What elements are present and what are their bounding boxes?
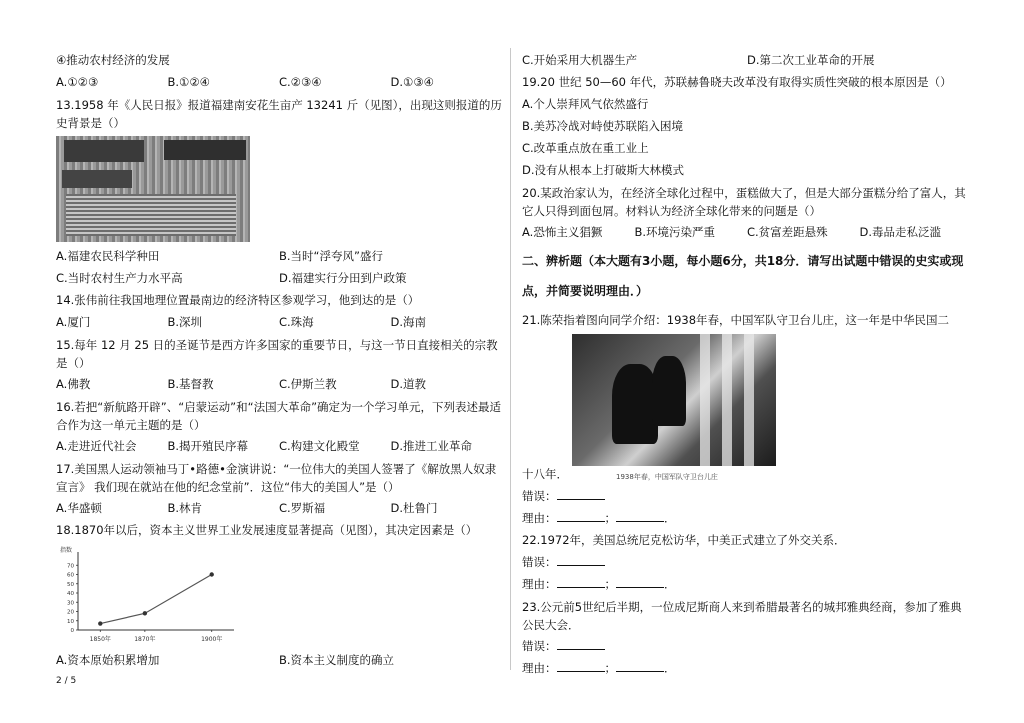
y-axis-label: 指数 bbox=[60, 547, 73, 554]
q12-option-d[interactable]: D.①③④ bbox=[390, 75, 434, 89]
x-tick-label: 1850年 bbox=[89, 636, 111, 643]
q22-stem: 22.1972年，美国总统尼克松访华，中美正式建立了外交关系． bbox=[522, 533, 846, 547]
q22-reason-blank-2[interactable] bbox=[616, 576, 664, 588]
q18-stem: 18.1870年以后，资本主义世界工业发展速度显著提高（见图），其决定因素是（） bbox=[56, 523, 478, 537]
error-label: 错误： bbox=[522, 489, 557, 503]
q18-option-d[interactable]: D.第二次工业革命的开展 bbox=[747, 53, 875, 67]
q20-option-b[interactable]: B.环境污染严重 bbox=[634, 225, 716, 239]
data-point bbox=[98, 621, 102, 625]
q16-options bbox=[56, 438, 502, 454]
page-number: 2 / 5 bbox=[56, 676, 77, 686]
q13-options-2 bbox=[56, 270, 502, 286]
q18-option-b[interactable]: B.资本主义制度的确立 bbox=[279, 653, 395, 667]
q14-option-d[interactable]: D.海南 bbox=[390, 315, 427, 329]
right-column bbox=[522, 52, 972, 682]
q12-statement-4: ④推动农村经济的发展 bbox=[56, 53, 170, 67]
q21-stem: 21.陈荣指着图向同学介绍：1938年春，中国军队守卫台儿庄，这一年是中华民国二 bbox=[522, 313, 950, 327]
q21-reason-row: 理由： ； ． bbox=[522, 511, 676, 525]
taierzhuang-photo bbox=[572, 334, 776, 466]
q18-option-a[interactable]: A.资本原始积累增加 bbox=[56, 653, 160, 667]
q15-option-b[interactable]: B.基督教 bbox=[167, 377, 214, 391]
q18-options bbox=[56, 652, 502, 668]
q15-option-c[interactable]: C.伊斯兰教 bbox=[279, 377, 337, 391]
q16-option-a[interactable]: A.走进近代社会 bbox=[56, 439, 137, 453]
q14-options bbox=[56, 314, 502, 330]
column-divider bbox=[510, 48, 511, 670]
q19-option-b[interactable]: B.美苏冷战对峙使苏联陷入困境 bbox=[522, 119, 684, 133]
q20-stem: 20.某政治家认为，在经济全球化过程中，蛋糕做大了，但是大部分蛋糕分给了富人，其它人只得到面包屑。材料认为经济全球化带来的问题是（） bbox=[522, 186, 966, 218]
industry-index-chart bbox=[56, 544, 246, 646]
q13-stem: 13.1958 年《人民日报》报道福建南安花生亩产 13241 斤（见图），出现这则报道的历史背景是（） bbox=[56, 98, 502, 130]
q16-stem: 16.若把“新航路开辟”、“启蒙运动”和“法国大革命”确定为一个学习单元，下列表述最适合作为这一单元主题的是（） bbox=[56, 400, 502, 432]
q19-stem: 19.20 世纪 50—60 年代，苏联赫鲁晓夫改革没有取得实质性突破的根本原因是（） bbox=[522, 75, 952, 89]
q18-option-c[interactable]: C.开始采用大机器生产 bbox=[522, 53, 638, 67]
q13-option-d[interactable]: D.福建实行分田到户政策 bbox=[279, 271, 407, 285]
q23-error-blank[interactable] bbox=[557, 638, 605, 650]
photo-caption: 1938年春，中国军队守卫台儿庄 bbox=[616, 473, 718, 481]
q17-option-a[interactable]: A.华盛顿 bbox=[56, 501, 102, 515]
newspaper-photo bbox=[56, 136, 250, 242]
q14-option-c[interactable]: C.珠海 bbox=[279, 315, 314, 329]
q13-option-a[interactable]: A.福建农民科学种田 bbox=[56, 249, 160, 263]
data-point bbox=[143, 611, 147, 615]
q21-tail-row bbox=[522, 466, 972, 482]
q20-option-d[interactable]: D.毒品走私泛滥 bbox=[859, 225, 942, 239]
q21-reason-blank-2[interactable] bbox=[616, 510, 664, 522]
q19-option-d[interactable]: D.没有从根本上打破斯大林模式 bbox=[522, 163, 685, 177]
q19-option-c[interactable]: C.改革重点放在重工业上 bbox=[522, 141, 649, 155]
q12-options bbox=[56, 74, 502, 90]
error-label: 错误： bbox=[522, 555, 557, 569]
series-line bbox=[100, 575, 211, 624]
q21-error-row bbox=[522, 488, 972, 504]
y-tick-label: 10 bbox=[67, 618, 74, 625]
y-tick-label: 20 bbox=[67, 609, 74, 616]
q23-reason-row: 理由： ； ． bbox=[522, 661, 676, 675]
reason-label: 理由： bbox=[522, 661, 557, 675]
q12-option-b[interactable]: B.①②④ bbox=[167, 75, 210, 89]
left-column bbox=[56, 52, 502, 674]
q14-stem: 14.张伟前往我国地理位置最南边的经济特区参观学习，他到达的是（） bbox=[56, 293, 420, 307]
error-label: 错误： bbox=[522, 639, 557, 653]
q23-reason-blank-2[interactable] bbox=[616, 660, 664, 672]
q16-option-c[interactable]: C.构建文化殿堂 bbox=[279, 439, 360, 453]
q22-error-row bbox=[522, 554, 972, 570]
q17-option-c[interactable]: C.罗斯福 bbox=[279, 501, 326, 515]
q14-option-b[interactable]: B.深圳 bbox=[167, 315, 203, 329]
q20-option-a[interactable]: A.恐怖主义猖獗 bbox=[522, 225, 603, 239]
q23-reason-blank-1[interactable] bbox=[557, 660, 605, 672]
q20-options bbox=[522, 224, 972, 240]
q15-option-d[interactable]: D.道教 bbox=[390, 377, 427, 391]
q15-stem: 15.每年 12 月 25 日的圣诞节是西方许多国家的重要节日，与这一节日直接相关的宗教是（） bbox=[56, 338, 498, 370]
section-2-heading: 二、辨析题（本大题有3小题，每小题6分，共18分．请写出试题中错误的史实或现点，并简要说明理由．） bbox=[522, 254, 964, 298]
q23-stem: 23.公元前5世纪后半期，一位成尼斯商人来到希腊最著名的城邦雅典经商，参加了雅典公民大会． bbox=[522, 600, 962, 632]
q15-option-a[interactable]: A.佛教 bbox=[56, 377, 91, 391]
y-tick-label: 0 bbox=[70, 628, 74, 634]
q13-option-b[interactable]: B.当时“浮夸风”盛行 bbox=[279, 249, 383, 263]
q16-option-d[interactable]: D.推进工业革命 bbox=[390, 439, 473, 453]
y-tick-label: 40 bbox=[67, 591, 74, 597]
y-tick-label: 60 bbox=[67, 572, 74, 579]
x-tick-label: 1870年 bbox=[134, 636, 156, 643]
q15-options bbox=[56, 376, 502, 392]
q18-options-cont bbox=[522, 52, 972, 68]
q13-option-c[interactable]: C.当时农村生产力水平高 bbox=[56, 271, 183, 285]
reason-label: 理由： bbox=[522, 511, 557, 525]
q22-reason-blank-1[interactable] bbox=[557, 576, 605, 588]
q21-reason-blank-1[interactable] bbox=[557, 510, 605, 522]
q12-option-a[interactable]: A.①②③ bbox=[56, 75, 99, 89]
q22-reason-row: 理由： ； ． bbox=[522, 577, 676, 591]
q22-error-blank[interactable] bbox=[557, 554, 605, 566]
q17-option-d[interactable]: D.杜鲁门 bbox=[390, 501, 438, 515]
y-tick-label: 50 bbox=[67, 581, 74, 588]
q14-option-a[interactable]: A.厦门 bbox=[56, 315, 91, 329]
q21-stem-end: 十八年． bbox=[522, 467, 568, 481]
x-tick-label: 1900年 bbox=[201, 636, 223, 643]
q23-error-row bbox=[522, 638, 972, 654]
q21-error-blank[interactable] bbox=[557, 488, 605, 500]
q13-options bbox=[56, 248, 502, 264]
y-tick-label: 30 bbox=[67, 600, 74, 607]
q17-stem: 17.美国黑人运动领袖马丁•路德•金演讲说：“一位伟大的美国人签署了《解放黑人奴隶宣言》 我们现在就站在他的纪念堂前”．这位“伟大的美国人”是（） bbox=[56, 462, 497, 494]
q16-option-b[interactable]: B.揭开殖民序幕 bbox=[167, 439, 249, 453]
q20-option-c[interactable]: C.贫富差距悬殊 bbox=[747, 225, 828, 239]
q17-option-b[interactable]: B.林肯 bbox=[167, 501, 203, 515]
y-tick-label: 70 bbox=[67, 563, 74, 570]
q12-option-c[interactable]: C.②③④ bbox=[279, 75, 322, 89]
data-point bbox=[210, 572, 214, 576]
q17-options bbox=[56, 500, 502, 516]
q19-option-a[interactable]: A.个人崇拜风气依然盛行 bbox=[522, 97, 649, 111]
reason-label: 理由： bbox=[522, 577, 557, 591]
